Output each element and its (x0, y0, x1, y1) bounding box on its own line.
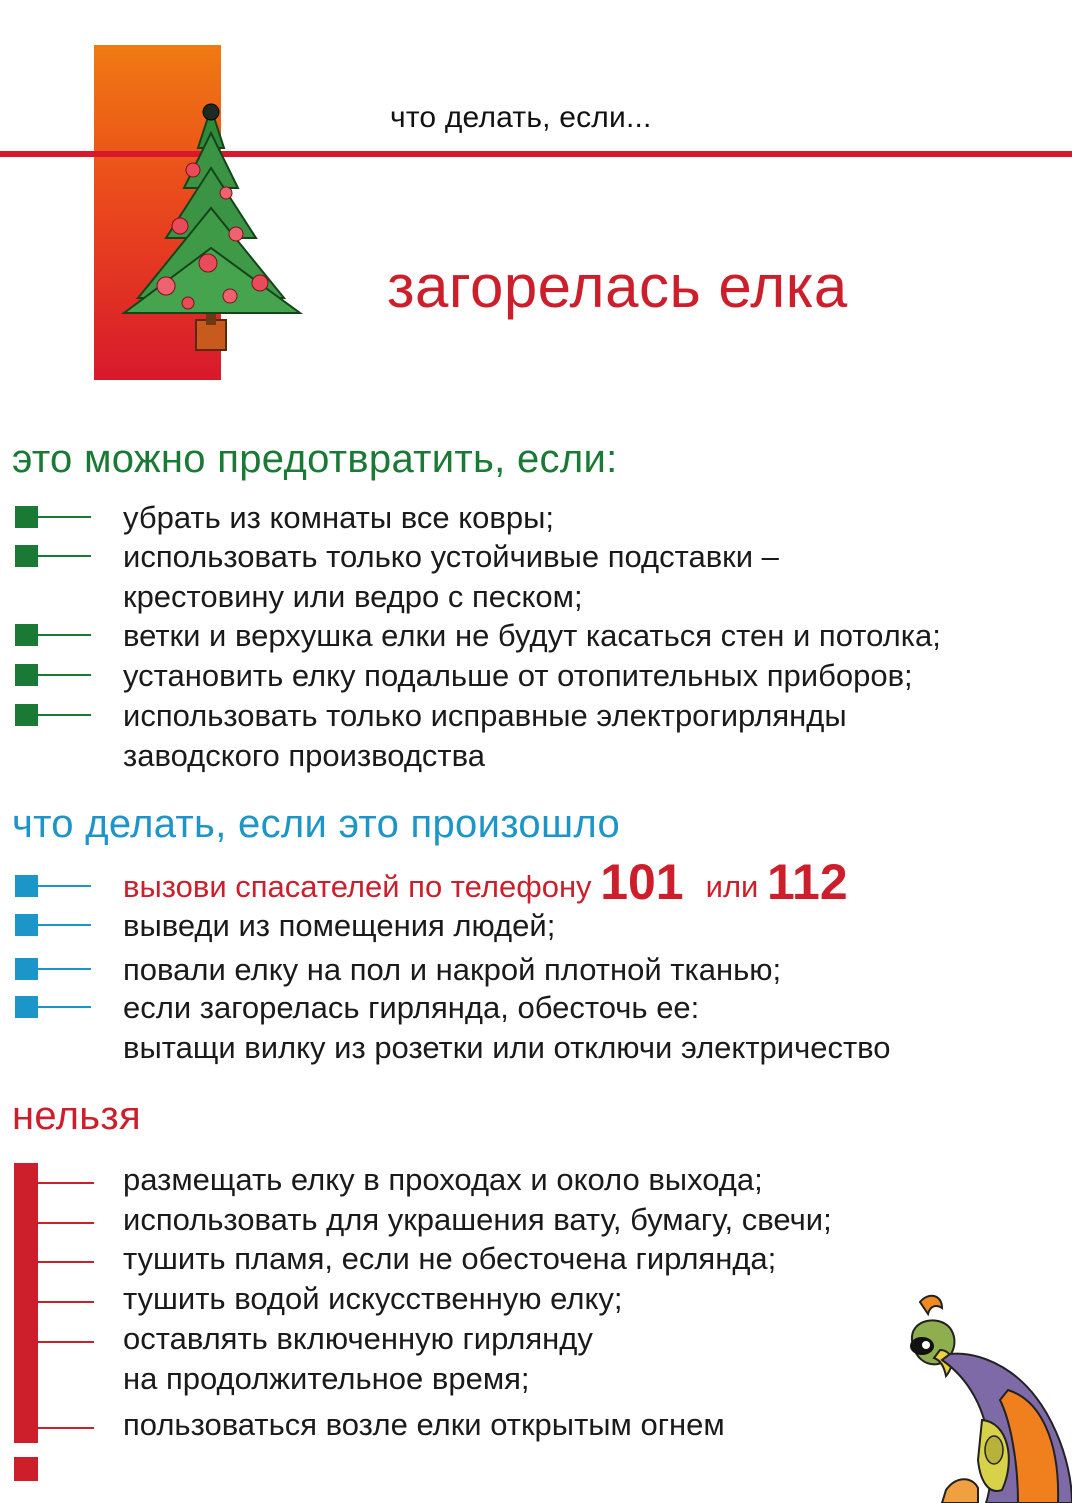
green-bullet-icon (15, 545, 38, 567)
list-item-text: использовать только исправные электрогирлянды (123, 698, 847, 733)
list-item-text: если загорелась гирлянда, обесточь ее: (123, 990, 700, 1025)
bullet-line (38, 968, 91, 970)
bullet-line (38, 555, 91, 557)
bullet-line (38, 634, 91, 636)
list-item-text: ветки и верхушка елки не будут касаться стен и потолка; (123, 618, 941, 653)
blue-bullet-icon (15, 914, 38, 936)
list-item-continuation: вытащи вилку из розетки или отключи электричество (123, 1030, 891, 1065)
emergency-number-112: 112 (766, 854, 848, 910)
list-item (0, 1160, 1072, 1200)
list-item-continuation: на продолжительное время; (123, 1361, 530, 1396)
list-item (0, 656, 1072, 696)
green-bullet-icon (15, 704, 38, 726)
bullet-line (38, 1301, 94, 1303)
green-bullet-icon (15, 624, 38, 646)
list-item-text: тушить пламя, если не обесточена гирлянда; (123, 1241, 777, 1276)
bullet-line (38, 1427, 94, 1429)
list-item-text: пользоваться возле елки открытым огнем (123, 1407, 725, 1442)
list-item (0, 950, 1072, 990)
forbidden-section-title: нельзя (12, 1094, 141, 1138)
call-text: вызови спасателей по телефону (123, 869, 592, 904)
list-item (0, 1200, 1072, 1240)
bullet-line (38, 1182, 94, 1184)
bullet-line (38, 1261, 94, 1263)
list-item-text: оставлять включенную гирлянду (123, 1321, 593, 1356)
actions-section-title: что делать, если это произошло (12, 802, 620, 846)
blue-bullet-icon (15, 958, 38, 980)
bullet-line (38, 714, 91, 716)
list-item-text: размещать елку в проходах и около выхода; (123, 1162, 763, 1197)
list-item (0, 498, 1072, 538)
header-kicker: что делать, если... (390, 101, 652, 134)
bullet-line (38, 885, 91, 887)
bullet-line (38, 1222, 94, 1224)
list-item-text: установить елку подальше от отопительных приборов; (123, 658, 913, 693)
prevent-section-title: это можно предотвратить, если: (12, 437, 618, 481)
list-item (0, 906, 1072, 946)
or-text: или (705, 869, 759, 904)
bullet-line (38, 924, 91, 926)
list-item-text: выведи из помещения людей; (123, 908, 556, 943)
list-item (0, 537, 1072, 577)
bullet-line (38, 674, 91, 676)
list-item (0, 616, 1072, 656)
blue-bullet-icon (15, 875, 38, 897)
list-item (0, 696, 1072, 736)
page-title: загорелась елка (387, 253, 848, 320)
list-item-text: использовать для украшения вату, бумагу, свечи; (123, 1202, 832, 1237)
list-item-text: убрать из комнаты все ковры; (123, 500, 554, 535)
christmas-tree-icon (118, 98, 308, 358)
bullet-line (38, 1341, 94, 1343)
green-bullet-icon (15, 506, 38, 528)
list-item-continuation: крестовину или ведро с песком; (123, 579, 583, 614)
list-item-continuation: заводского производства (123, 738, 485, 773)
list-item-text: тушить водой искусственную елку; (123, 1281, 623, 1316)
emergency-call-line (123, 854, 848, 910)
blue-bullet-icon (15, 996, 38, 1018)
list-item (0, 1239, 1072, 1279)
list-item-text: использовать только устойчивые подставки – (123, 539, 779, 574)
green-bullet-icon (15, 664, 38, 686)
bullet-line (38, 516, 91, 518)
parrot-mascot-icon (890, 1290, 1072, 1503)
list-item (0, 988, 1072, 1028)
emergency-number-101: 101 (600, 854, 684, 910)
exclamation-dot (14, 1457, 38, 1481)
bullet-line (38, 1006, 91, 1008)
list-item-text: повали елку на пол и накрой плотной тканью; (123, 952, 782, 987)
